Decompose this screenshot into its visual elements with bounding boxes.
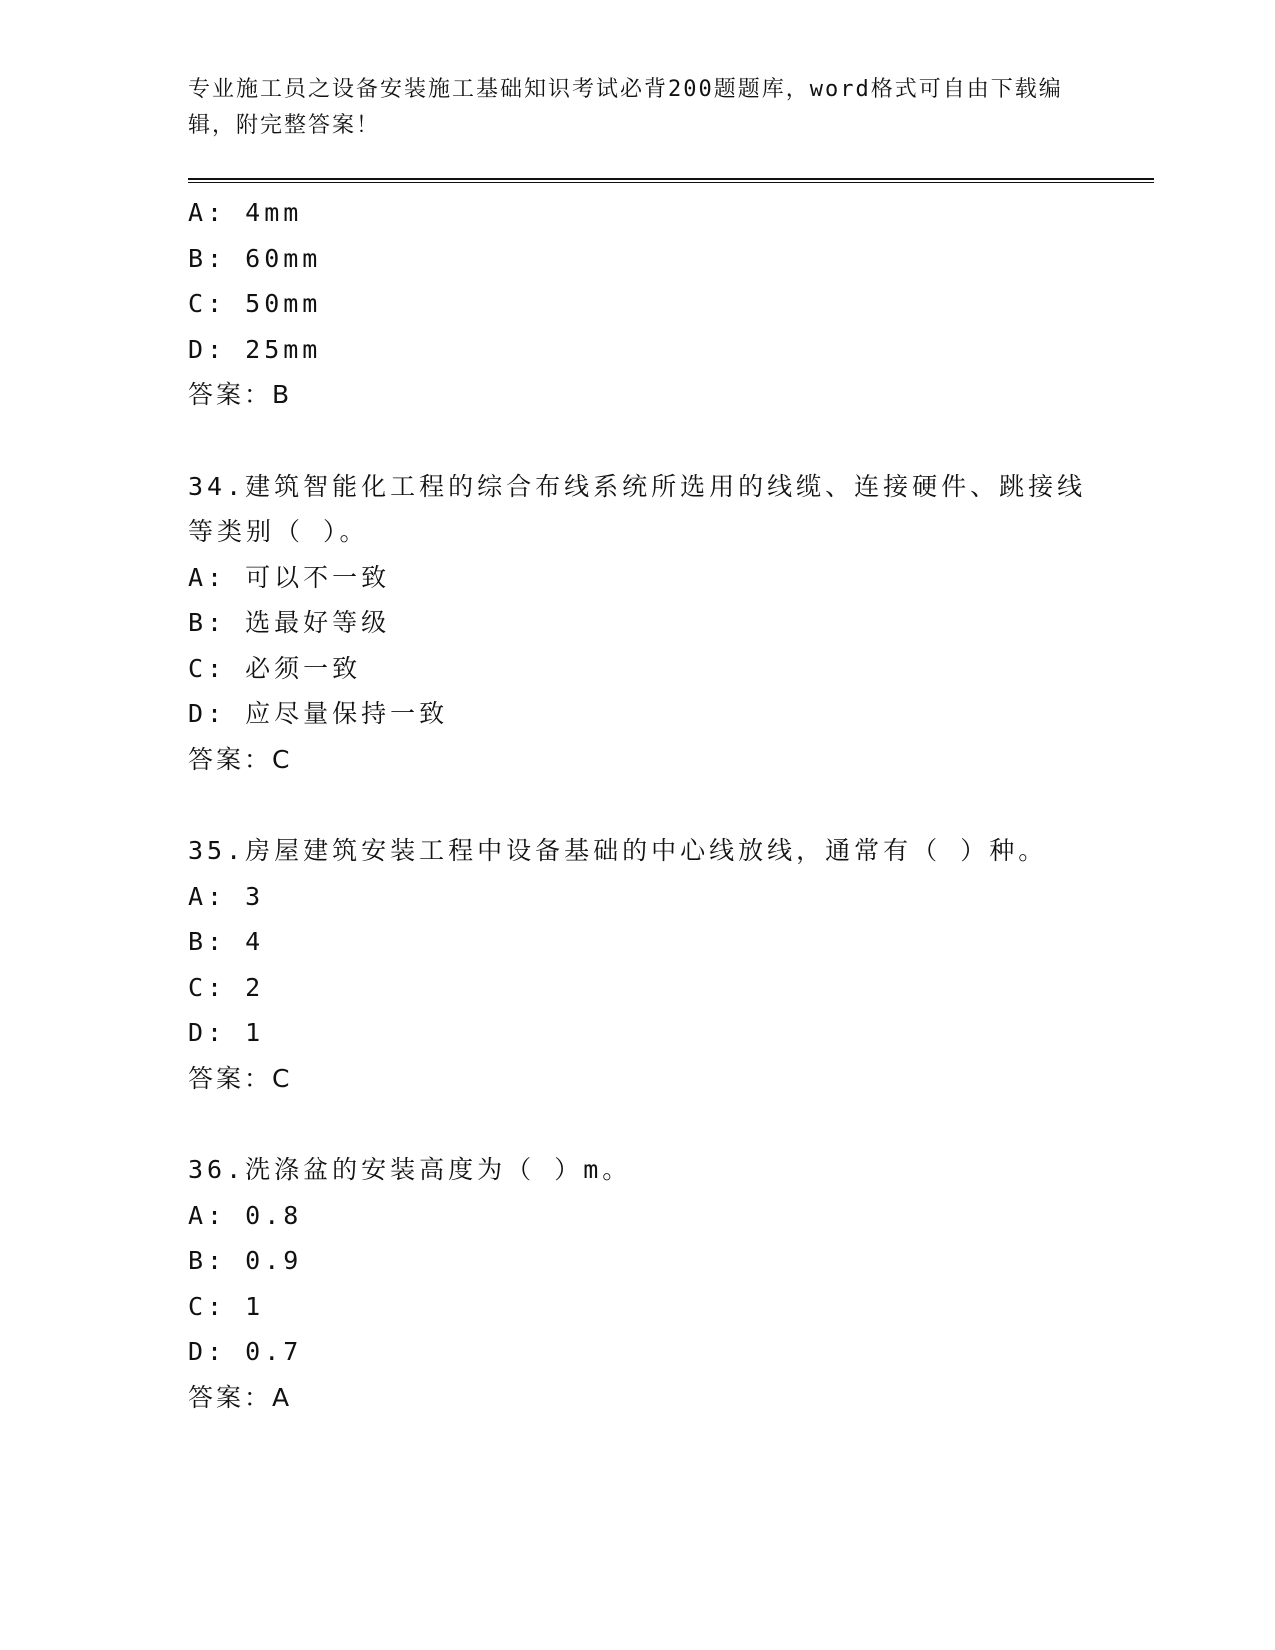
answer-line: 答案：C [188, 1063, 293, 1093]
question-block-33 [188, 190, 1088, 418]
option-b: B: 4 [188, 927, 265, 956]
block-spacer [188, 418, 1088, 464]
option-d: D: 25mm [188, 334, 322, 364]
question-block-35 [188, 828, 1088, 1101]
question-text: 35.房屋建筑安装工程中设备基础的中心线放线，通常有（ ）种。 [188, 836, 1048, 865]
block-spacer [188, 1101, 1088, 1147]
question-list [188, 190, 1088, 1420]
question-block-36 [188, 1147, 1088, 1420]
option-b: B: 60mm [188, 243, 322, 273]
question-block-34 [188, 464, 1088, 783]
option-a: A: 可以不一致 [188, 562, 391, 592]
option-a: A: 0.8 [188, 1200, 303, 1230]
block-spacer [188, 782, 1088, 828]
option-d: D: 0.7 [188, 1337, 303, 1366]
option-a: A: 3 [188, 881, 265, 911]
document-title: 专业施工员之设备安装施工基础知识考试必背200题题库，word格式可自由下载编辑，附完整答案！ [188, 77, 1063, 138]
question-text: 36.洗涤盆的安装高度为（ ）m。 [188, 1155, 632, 1184]
option-c: C: 1 [188, 1291, 265, 1321]
option-b: B: 选最好等级 [188, 608, 391, 637]
option-d: D: 应尽量保持一致 [188, 699, 449, 728]
option-a: A: 4mm [188, 198, 303, 227]
header-divider [188, 178, 1154, 183]
option-d: D: 1 [188, 1018, 265, 1047]
option-c: C: 2 [188, 972, 265, 1002]
option-c: C: 必须一致 [188, 653, 362, 683]
question-text: 34.建筑智能化工程的综合布线系统所选用的线缆、连接硬件、跳接线等类别（ ）。 [188, 471, 1087, 546]
option-b: B: 0.9 [188, 1246, 303, 1275]
answer-line: 答案：C [188, 744, 293, 774]
option-c: C: 50mm [188, 289, 322, 318]
answer-line: 答案：B [188, 380, 293, 409]
answer-line: 答案：A [188, 1382, 293, 1412]
